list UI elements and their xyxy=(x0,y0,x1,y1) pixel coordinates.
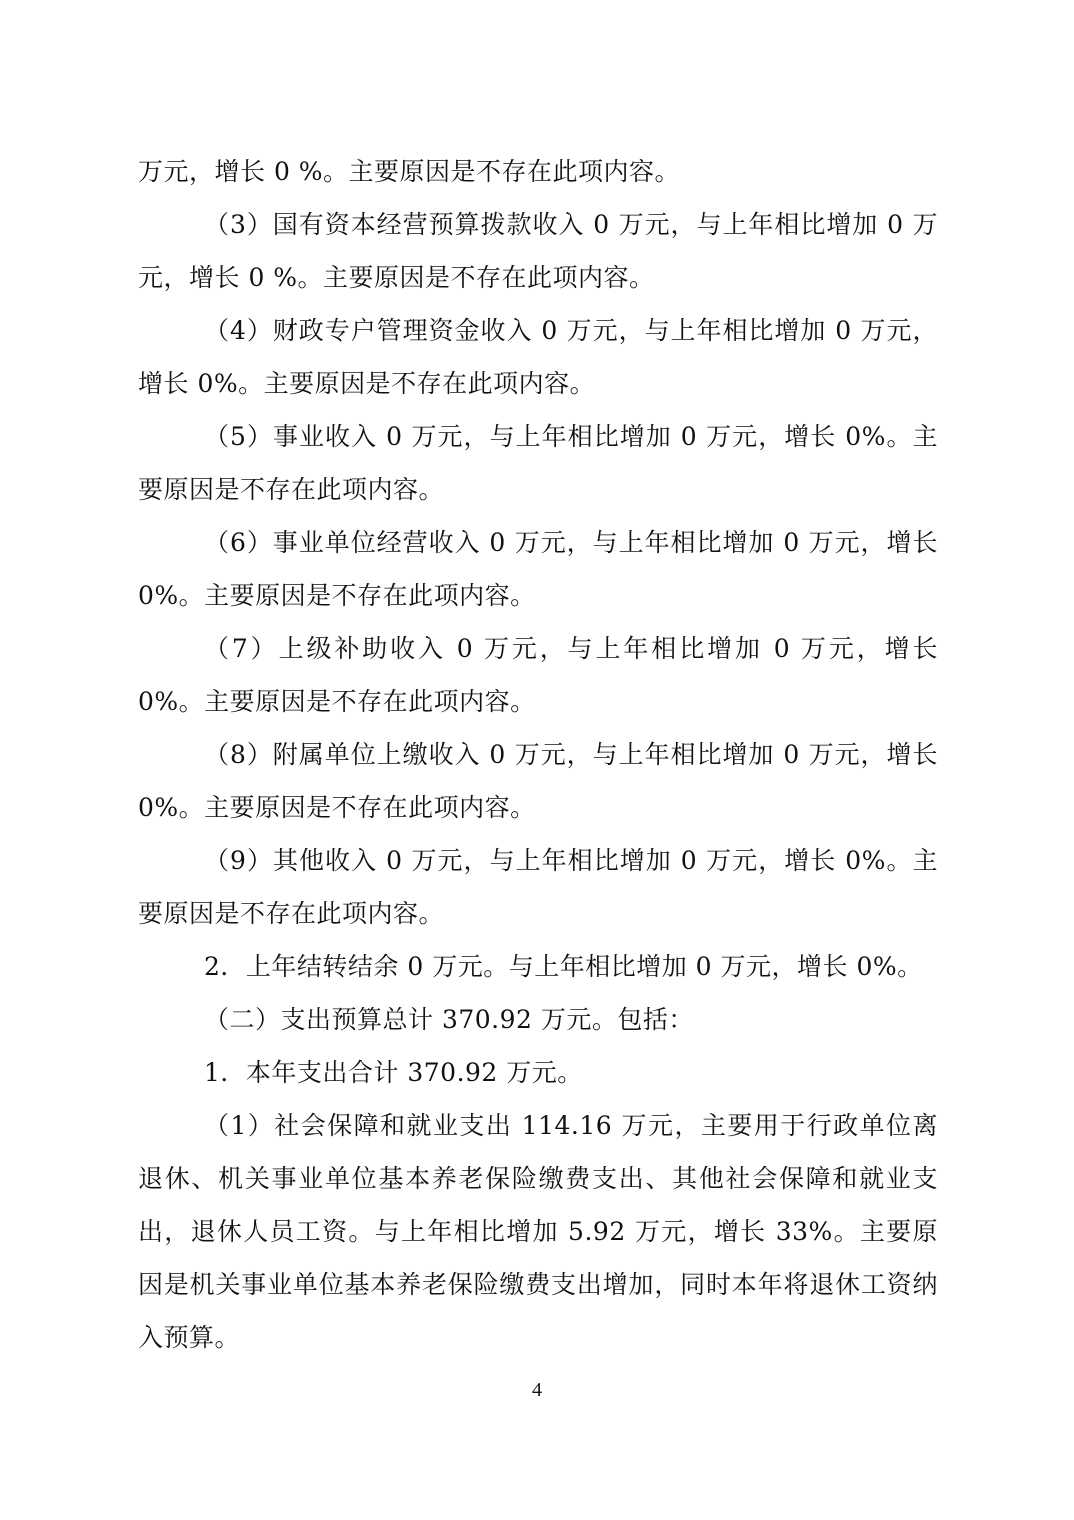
paragraph: 2．上年结转结余 0 万元。与上年相比增加 0 万元，增长 0%。 xyxy=(204,952,923,981)
paragraph: （8）附属单位上缴收入 0 万元，与上年相比增加 0 万元，增长 0%。主要原因是不存在此项内容。 xyxy=(138,740,938,822)
page-number: 4 xyxy=(532,1379,542,1401)
paragraph: （6）事业单位经营收入 0 万元，与上年相比增加 0 万元，增长 0%。主要原因是不存在此项内容。 xyxy=(138,528,938,610)
paragraph: （9）其他收入 0 万元，与上年相比增加 0 万元，增长 0%。主要原因是不存在此项内容。 xyxy=(138,846,938,928)
paragraph: （5）事业收入 0 万元，与上年相比增加 0 万元，增长 0%。主要原因是不存在此项内容。 xyxy=(138,422,938,504)
paragraph: （7）上级补助收入 0 万元，与上年相比增加 0 万元，增长 0%。主要原因是不存在此项内容。 xyxy=(138,634,938,716)
paragraph: （3）国有资本经营预算拨款收入 0 万元，与上年相比增加 0 万元，增长 0 %。主要原因是不存在此项内容。 xyxy=(138,210,938,292)
paragraph: 万元，增长 0 %。主要原因是不存在此项内容。 xyxy=(138,157,681,186)
document-body xyxy=(138,145,938,1364)
paragraph: 1．本年支出合计 370.92 万元。 xyxy=(204,1058,583,1087)
paragraph: （1）社会保障和就业支出 114.16 万元，主要用于行政单位离退休、机关事业单位基本养老保险缴费支出、其他社会保障和就业支出，退休人员工资。与上年相比增加 5.92 万元，增长 33%。主要原因是机关事业单位基本养老保险缴费支出增加，同时本年将退休工资纳入预算。 xyxy=(138,1111,938,1352)
paragraph: （二）支出预算总计 370.92 万元。包括： xyxy=(204,1005,694,1034)
paragraph: （4）财政专户管理资金收入 0 万元，与上年相比增加 0 万元，增长 0%。主要原因是不存在此项内容。 xyxy=(138,316,938,398)
